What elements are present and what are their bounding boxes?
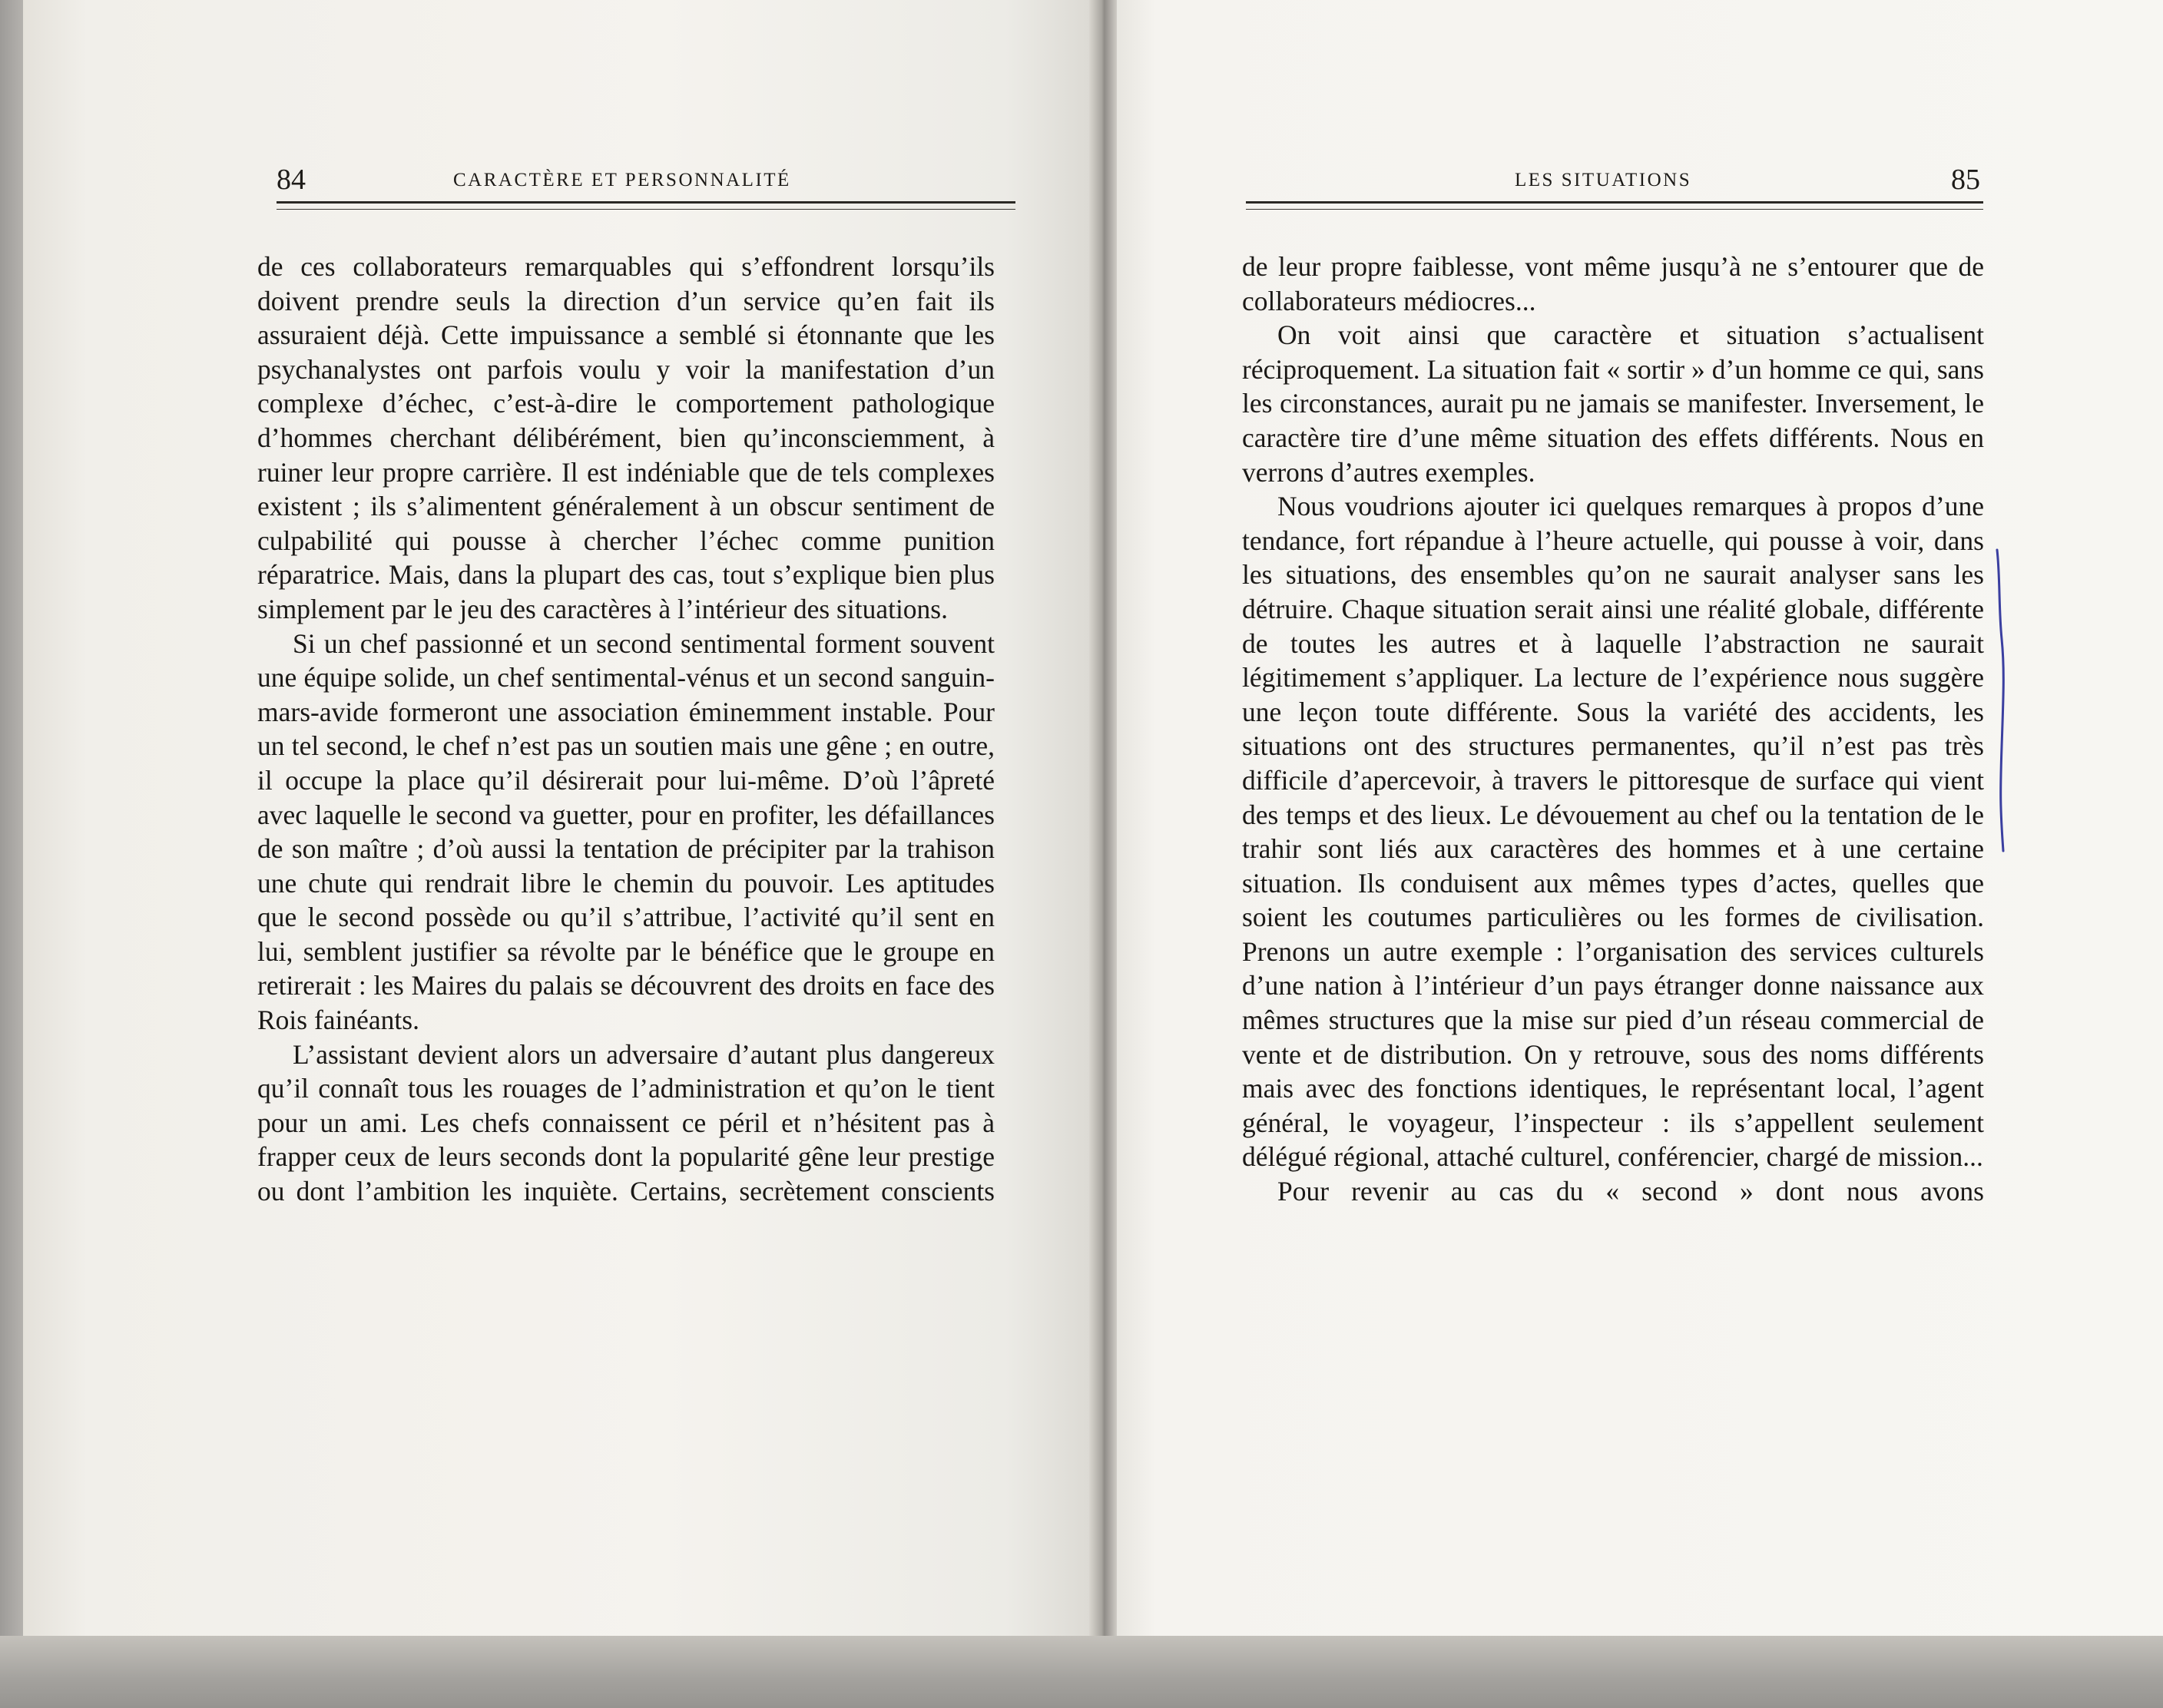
- page-bottom-shadow: [0, 1636, 2163, 1708]
- right-paragraph-3: Nous voudrions ajouter ici quelques remarques à propos d’une tendance, fort répandue à l’heure actuelle, qui pousse à voir, dans les situations, des ensembles qu’on ne saurait analyser sans les détruire. Chaque situation serait ainsi une réalité globale, différente de toutes les autres et à laquelle l’abstraction ne saurait légitimement s’appliquer. La lecture de l’expérience nous suggère une leçon toute différente. Sous la variété des accidents, les situations ont des structures permanentes, qu’il n’est pas très difficile d’apercevoir, à travers le pittoresque de surface qui vient des temps et des lieux. Le dévouement au chef ou la tentation de le trahir sont liés aux caractères des hommes et à une certaine situation. Ils conduisent aux mêmes types d’actes, quelles que soient les coutumes particulières ou les formes de civilisation. Prenons un autre exemple : l’organisation des services culturels d’une nation à l’intérieur d’un pays étranger donne naissance aux mêmes structures que la mise sur pied d’un réseau commercial de vente et de distribution. On y retrouve, sous des noms différents mais avec des fonctions identiques, le représentant local, l’agent général, le voyageur, l’inspecteur : ils s’appellent seulement délégué régional, attaché culturel, conférencier, chargé de mission...: [1242, 491, 1984, 1173]
- right-running-head: LES SITUATIONS: [1515, 170, 1692, 190]
- left-header-rule: [277, 201, 1015, 204]
- right-paragraph-2: On voit ainsi que caractère et situation s’actualisent réciproquement. La situation fait « sortir » d’un homme ce qui, sans les circonstances, aurait pu ne jamais se manifester. Inversement, le caractère tire d’une même situation des effets différents. Nous en verrons d’autres exemples.: [1242, 319, 1984, 488]
- right-header-rule-thin: [1246, 209, 1983, 210]
- left-page-number: 84: [277, 164, 306, 196]
- left-header-rule-thin: [277, 209, 1015, 210]
- left-paragraph-2: Si un chef passionné et un second sentimental forment souvent une équipe solide, un chef sentimental-vénus et un second sanguin-mars-avide formeront une association éminemment instable. Pour un tel second, le chef n’est pas un soutien mais une gêne ; en outre, il occupe la place qu’il désirerait pour lui-même. D’où l’âpreté avec laquelle le second va guetter, pour en profiter, les défaillances de son maître ; d’où aussi la tentation de précipiter par la trahison une chute qui rendrait libre le chemin du pouvoir. Les aptitudes que le second possède ou qu’il s’attribue, l’activité qu’il sent en lui, semblent justifier sa révolte par le bénéfice que le groupe en retirerait : les Maires du palais se découvrent des droits en face des Rois fainéants.: [257, 627, 995, 1036]
- book-gutter: [1089, 0, 1117, 1651]
- left-page-body: [257, 250, 995, 1209]
- right-page-number: 85: [1951, 164, 1980, 196]
- right-header-rule: [1246, 201, 1983, 204]
- left-paragraph-1: de ces collaborateurs remarquables qui s’effondrent lorsqu’ils doivent prendre seuls la direction d’un service qu’en fait ils assuraient déjà. Cette impuissance a semblé si étonnante que les psychanalystes ont parfois voulu y voir la manifestation d’un complexe d’échec, c’est-à-dire le comportement pathologique d’hommes cherchant délibérément, bien qu’inconsciemment, à ruiner leur propre carrière. Il est indéniable que de tels complexes existent ; ils s’alimentent généralement à un obscur sentiment de culpabilité qui pousse à chercher l’échec comme punition réparatrice. Mais, dans la plupart des cas, tout s’explique bien plus simplement par le jeu des caractères à l’intérieur des situations.: [257, 251, 995, 624]
- right-page-body: [1242, 250, 1984, 1209]
- left-running-head: CARACTÈRE ET PERSONNALITÉ: [453, 170, 791, 190]
- right-paragraph-4: Pour revenir au cas du « second » dont nous avons: [1277, 1176, 1984, 1207]
- margin-pen-mark: [1992, 547, 2016, 854]
- right-paragraph-1: de leur propre faiblesse, vont même jusqu’à ne s’entourer que de collaborateurs médiocres...: [1242, 251, 1984, 316]
- left-paragraph-3: L’assistant devient alors un adversaire d’autant plus dangereux qu’il connaît tous les rouages de l’administration et qu’on le tient pour un ami. Les chefs connaissent ce péril et n’hésitent pas à frapper ceux de leurs seconds dont la popularité gêne leur prestige ou dont l’ambition les inquiète. Certains, secrètement conscients: [257, 1038, 995, 1207]
